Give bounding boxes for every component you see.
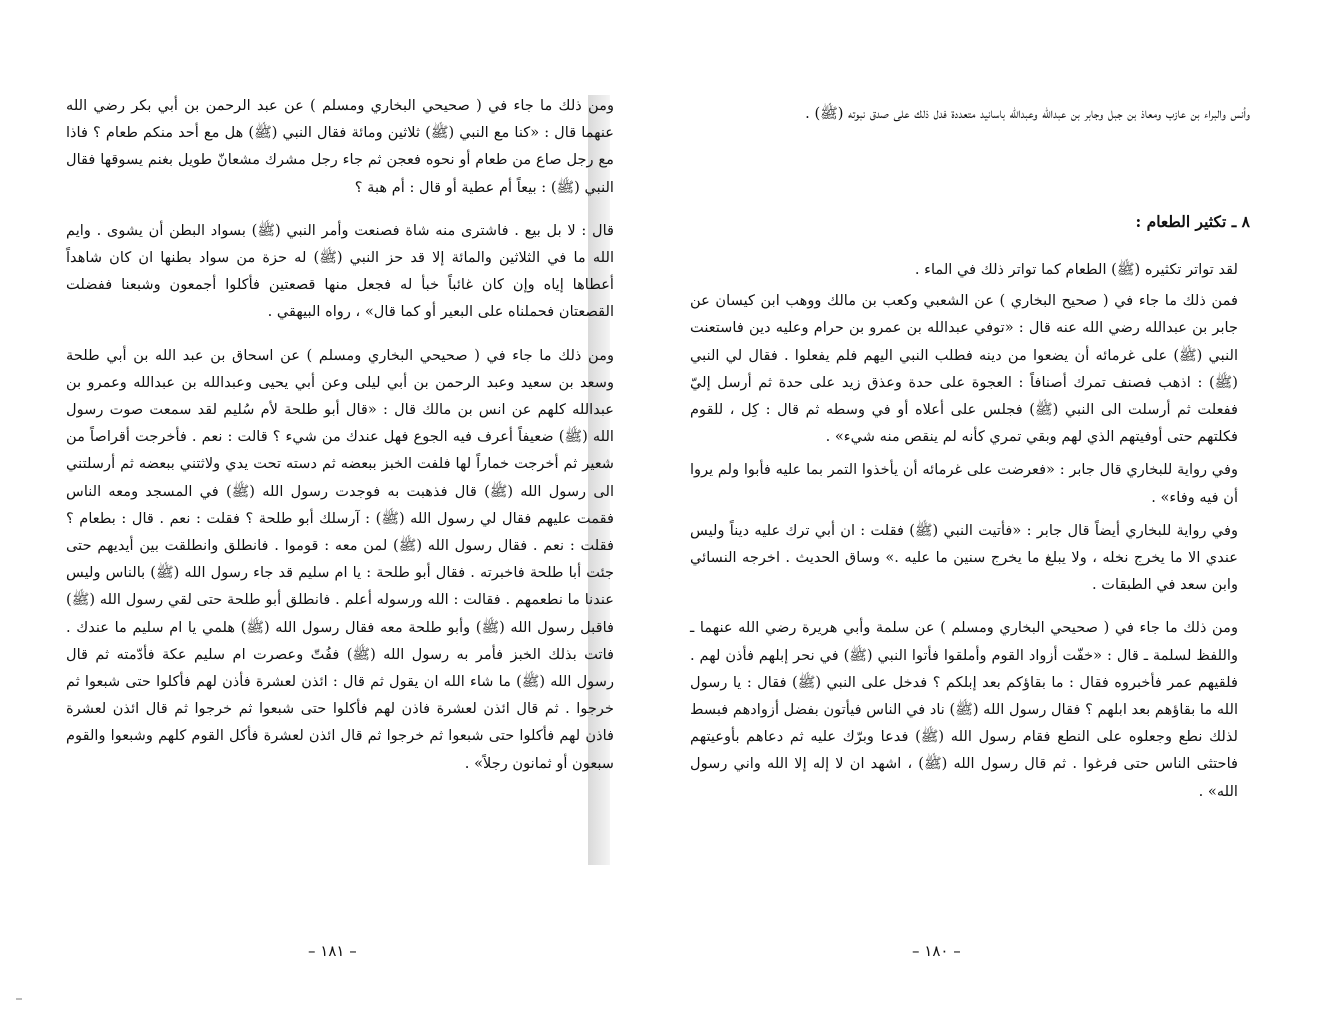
right-paragraph-2: فمن ذلك ما جاء في ( صحيح البخاري ) عن الشعبي وكعب بن مالك ووهب ابن كيسان عن جابر بن عبدالله رضي الله عنه قال : «توفي عبدالله بن عمرو بن حرام وعليه دين فاستعنت النبي (ﷺ) على غرمائه أن يضعوا من دينه فطلب النبي اليهم فلم يفعلوا . فقال لي النبي (ﷺ) : اذهب فصنف تمرك أصنافاً : العجوة على حدة وعذق زيد على حدة ثم أرسل إليّ ففعلت ثم أرسلت الى النبي (ﷺ) فجلس على أعلاه أو في وسطه ثم قال : كِل ، للقوم فكلتهم حتى أوفيتهم الذي لهم وبقي تمري كأنه لم ينقص منه شيء» . (690, 292, 1238, 446)
section-heading: ٨ ـ تكثير الطعام : (1135, 212, 1250, 231)
right-paragraph-4: وفي رواية للبخاري أيضاً قال جابر : «فأتيت النبي (ﷺ) فقلت : ان أبي ترك عليه ديناً وليس عندي الا ما يخرج نخله ، ولا يبلغ ما يخرج سنين ما عليه .» وساق الحديث . اخرجه النسائي وابن سعد في الطبقات . (690, 521, 1238, 594)
right-paragraph-1: لقد تواتر تكثيره (ﷺ) الطعام كما تواتر ذلك في الماء . (914, 261, 1238, 278)
right-page-body (690, 256, 1238, 805)
left-page-number: – ١٨١ – (308, 942, 357, 960)
right-intro-paragraph: وأنس والبراء بن عازب ومعاذ بن جبل وجابر بن عبدالله وعبدالله باسانيد متعددة فدل ذلك على صدق نبوته (ﷺ) . (805, 105, 1250, 122)
right-page-number: – ١٨٠ – (912, 942, 961, 960)
left-page-body (66, 92, 614, 777)
right-paragraph-5: ومن ذلك ما جاء في ( صحيحي البخاري ومسلم ) عن سلمة وأبي هريرة رضي الله عنهما ـ واللفظ لسلمة ـ قال : «خفّت أزواد القوم وأملقوا فأتوا النبي (ﷺ) في نحر إبلهم فأذن لهم . فلقيهم عمر فأخبروه فقال : ما بقاؤكم بعد إبلكم ؟ فدخل على النبي (ﷺ) فقال : يا رسول الله ما بقاؤهم بعد ابلهم ؟ فقال رسول الله (ﷺ) ناد في الناس فيأتون بفضل أزوادهم فبسط لذلك نطع وجعلوه على النطع فقام رسول الله (ﷺ) فدعا وبرّك عليه ثم دعاهم بأوعيتهم فاحتثى الناس حتى فرغوا . ثم قال رسول الله (ﷺ) ، اشهد ان لا إله إلا الله واني رسول الله» . (690, 619, 1238, 800)
scan-smudge (16, 998, 22, 1000)
right-page-intro (690, 100, 1250, 127)
left-page (0, 0, 640, 1020)
left-paragraph-2: قال : لا بل بيع . فاشترى منه شاة فصنعت وأمر النبي (ﷺ) بسواد البطن أن يشوى . وايم الله ما في الثلاثين والمائة إلا قد حز النبي (ﷺ) له حزة من سواد بطنها ان كان شاهداً أعطاها إياه وإن كان غائباً خبأ له فجعل منها قصعتين فأكلوا أجمعون وشبعنا ففضلت القصعتان فحملناه على البعير أو كما قال» ، رواه البيهقي . (66, 221, 614, 321)
left-paragraph-3: ومن ذلك ما جاء في ( صحيحي البخاري ومسلم ) عن اسحاق بن عبد الله بن أبي طلحة وسعد بن سعيد وعبد الرحمن بن أبي ليلى وعن أبي يحيى وعبدالله بن عبدالله وعمرو بن عبدالله كلهم عن انس بن مالك قال : «قال أبو طلحة لأم سُليم لقد سمعت صوت رسول الله (ﷺ) ضعيفاً أعرف فيه الجوع فهل عندك من شيء ؟ قالت : نعم . فأخرجت أقراصاً من شعير ثم أخرجت خماراً لها فلفت الخبز ببعضه ثم دسته تحت يدي ولاثتني ببعضه ثم أرسلتني الى رسول الله (ﷺ) قال فذهبت به فوجدت رسول الله (ﷺ) في المسجد ومعه الناس فقمت عليهم فقال لي رسول الله (ﷺ) : آرسلك أبو طلحة ؟ فقلت : نعم . قال : بطعام ؟ فقلت : نعم . فقال رسول الله (ﷺ) لمن معه : قوموا . فانطلق وانطلقت بين أيديهم حتى جئت أبا طلحة فاخبرته . فقال أبو طلحة : يا ام سليم قد جاء رسول الله (ﷺ) بالناس وليس عندنا ما نطعمهم . فقالت : الله ورسوله أعلم . فانطلق أبو طلحة حتى لقي رسول الله (ﷺ) فاقبل رسول الله (ﷺ) وأبو طلحة معه فقال رسول الله (ﷺ) هلمي يا ام سليم ما عندك . فاتت بذلك الخبز فأمر به رسول الله (ﷺ) ففُتّ وعصرت ام سليم عكة فأدّمته ثم قال رسول الله (ﷺ) ما شاء الله ان يقول ثم قال : ائذن لعشرة فأذن لهم فأكلوا حتى شبعوا ثم خرجوا . ثم قال ائذن لعشرة فاذن لهم فأكلوا حتى شبعوا ثم خرجوا ثم قال ائذن لعشرة فاذن لهم فأكلوا حتى شبعوا ثم خرجوا ثم قال ائذن لعشرة فأكل القوم كلهم وشبعوا والقوم سبعون أو ثمانون رجلاً» . (66, 346, 614, 772)
left-paragraph-1: ومن ذلك ما جاء في ( صحيحي البخاري ومسلم ) عن عبد الرحمن بن أبي بكر رضي الله عنهما قال : «كنا مع النبي (ﷺ) ثلاثين ومائة فقال النبي (ﷺ) هل مع أحد منكم طعام ؟ فاذا مع رجل صاع من طعام أو نحوه فعجن ثم جاء رجل مشرك مشعانّ طويل بغنم يسوقها فقال النبي (ﷺ) : بيعاً أم عطية أو قال : أم هبة ؟ (66, 97, 614, 196)
right-paragraph-3: وفي رواية للبخاري قال جابر : «فعرضت على غرمائه أن يأخذوا التمر بما عليه فأبوا ولم يروا أن فيه وفاء» . (690, 461, 1238, 506)
